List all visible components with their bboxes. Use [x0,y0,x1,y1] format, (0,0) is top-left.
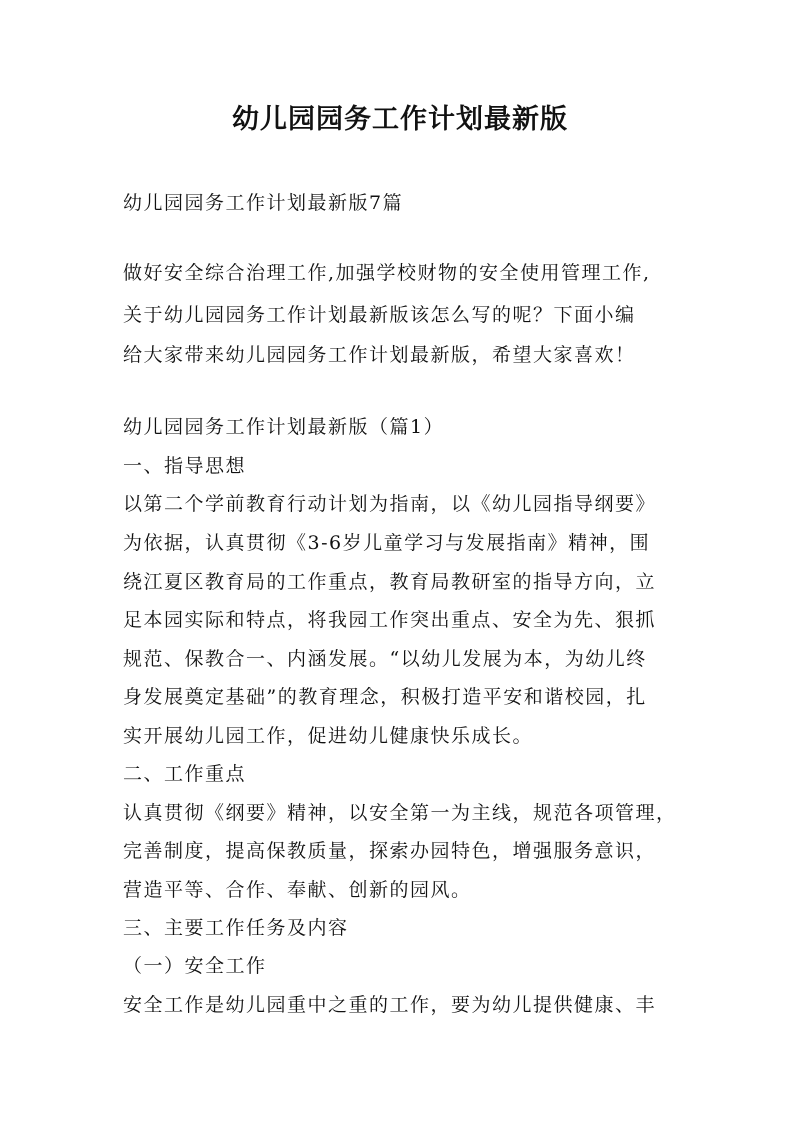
intro-line: 给大家带来幼儿园园务工作计划最新版，希望大家喜欢！ [123,344,636,366]
body-line: 规范、保教合一、内涵发展。“以幼儿发展为本，为幼儿终 [123,648,647,670]
body-line: 绕江夏区教育局的工作重点，教育局教研室的指导方向，立 [123,571,657,593]
body-line: 认真贯彻《纲要》精神，以安全第一为主线，规范各项管理， [123,802,677,824]
body-line: 身发展奠定基础”的教育理念，积极打造平安和谐校园，扎 [123,686,647,708]
section-heading: 二、工作重点 [123,763,247,785]
body-line: 营造平等、合作、奉献、创新的园风。 [123,879,472,901]
body-line: 以第二个学前教育行动计划为指南，以《幼儿园指导纲要》 [123,493,657,515]
body-line: 安全工作是幼儿园重中之重的工作，要为幼儿提供健康、丰 [123,994,657,1016]
section-heading: 一、指导思想 [123,455,247,477]
document-title: 幼儿园园务工作计划最新版 [232,104,568,135]
section-heading: 三、主要工作任务及内容 [123,917,349,939]
body-line: 完善制度，提高保教质量，探索办园特色，增强服务意识， [123,840,657,862]
section-heading: 幼儿园园务工作计划最新版（篇1） [123,416,445,438]
subsection-heading: （一）安全工作 [123,955,267,977]
intro-line: 关于幼儿园园务工作计划最新版该怎么写的呢？下面小编 [123,304,636,326]
intro-line: 做好安全综合治理工作,加强学校财物的安全使用管理工作, [123,262,651,284]
body-line: 实开展幼儿园工作，促进幼儿健康快乐成长。 [123,725,534,747]
document-subtitle: 幼儿园园务工作计划最新版7篇 [123,192,404,214]
body-line: 足本园实际和特点，将我园工作突出重点、安全为先、狠抓 [123,609,657,631]
body-line: 为依据，认真贯彻《3-6岁儿童学习与发展指南》精神，围 [123,532,651,554]
